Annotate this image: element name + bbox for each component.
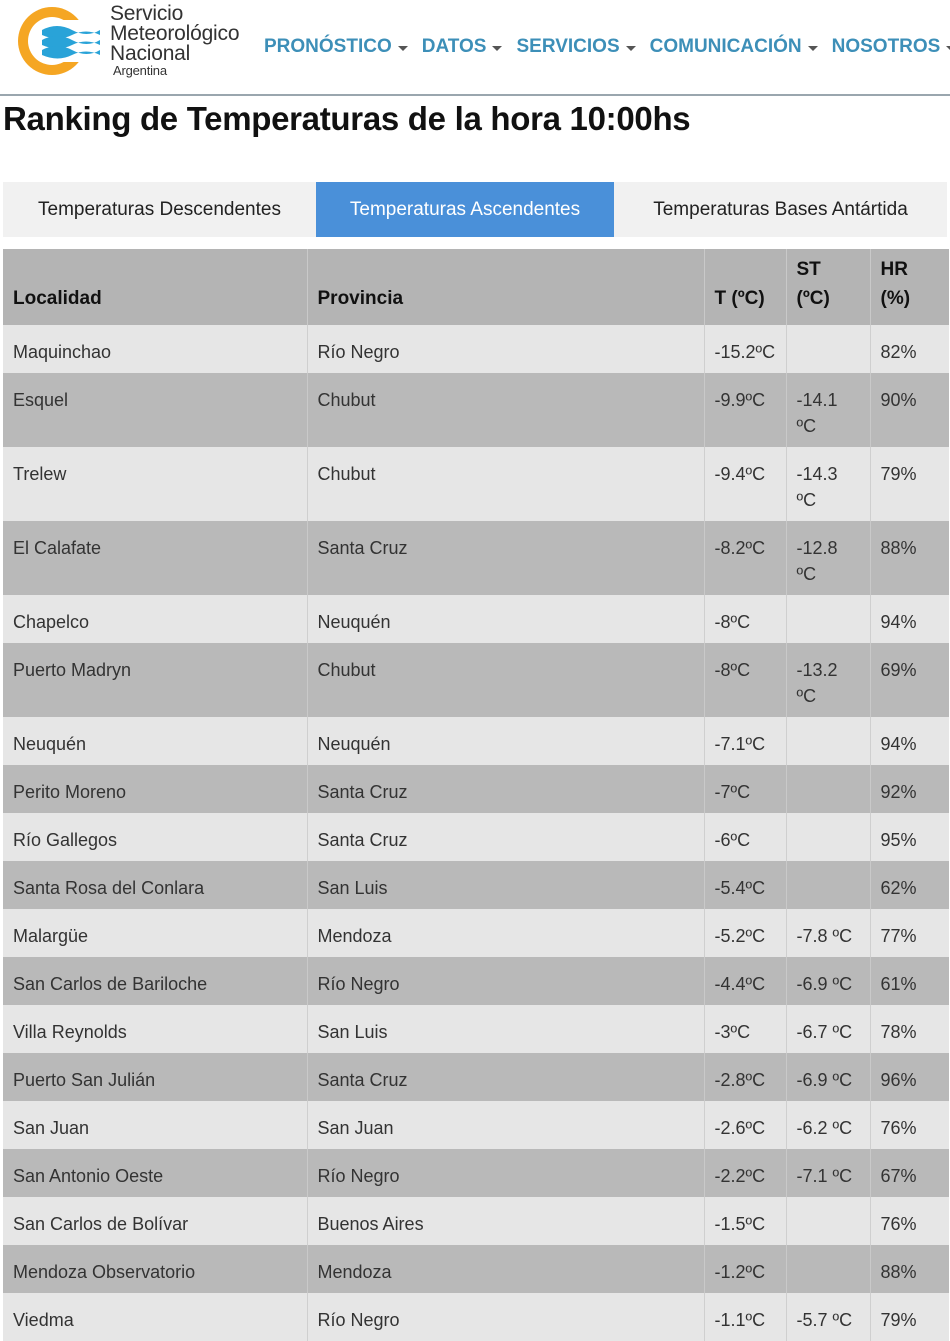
cell-st <box>786 861 870 909</box>
cell-hr: 92% <box>870 765 949 813</box>
cell-hr: 69% <box>870 643 949 717</box>
cell-hr: 90% <box>870 373 949 447</box>
cell-provincia: Mendoza <box>307 1245 704 1293</box>
cell-provincia: Neuquén <box>307 595 704 643</box>
cell-hr: 88% <box>870 521 949 595</box>
table-row <box>3 1053 949 1101</box>
table-row <box>3 447 949 521</box>
cell-st <box>786 1053 870 1101</box>
cell-hr: 76% <box>870 1197 949 1245</box>
nav-label: NOSOTROS <box>831 36 941 57</box>
cell-provincia: Santa Cruz <box>307 765 704 813</box>
header-provincia: Provincia <box>307 249 704 325</box>
cell-t: -7ºC <box>704 765 786 813</box>
cell-localidad: Santa Rosa del Conlara <box>3 861 307 909</box>
cell-localidad: San Antonio Oeste <box>3 1149 307 1197</box>
cell-hr: 78% <box>870 1005 949 1053</box>
cell-t: -15.2ºC <box>704 325 786 373</box>
table-row <box>3 1149 949 1197</box>
cell-t: -5.4ºC <box>704 861 786 909</box>
cell-st-unit: ºC <box>796 686 817 706</box>
header-hr-line-1: HR <box>880 259 908 280</box>
table-row <box>3 325 949 373</box>
cell-provincia: Santa Cruz <box>307 1053 704 1101</box>
cell-localidad: Puerto San Julián <box>3 1053 307 1101</box>
cell-hr: 88% <box>870 1245 949 1293</box>
cell-st-value: -6.9 ºC <box>796 1070 853 1090</box>
nav-pronostico[interactable] <box>264 36 408 58</box>
caret-down-icon <box>626 46 636 51</box>
header-localidad: Localidad <box>3 249 307 325</box>
table-row <box>3 1005 949 1053</box>
cell-localidad: San Carlos de Bariloche <box>3 957 307 1005</box>
smn-logo-icon <box>12 2 102 80</box>
cell-st <box>786 957 870 1005</box>
cell-provincia: Mendoza <box>307 909 704 957</box>
cell-provincia: Río Negro <box>307 1149 704 1197</box>
table-row <box>3 1293 949 1341</box>
cell-localidad: San Carlos de Bolívar <box>3 1197 307 1245</box>
brand-line-2: Meteorológico <box>110 22 240 45</box>
brand-country: Argentina <box>113 63 167 78</box>
cell-provincia: Río Negro <box>307 325 704 373</box>
cell-st <box>786 909 870 957</box>
table-row <box>3 1245 949 1293</box>
cell-hr: 79% <box>870 1293 949 1341</box>
cell-st <box>786 373 870 447</box>
cell-st-unit: ºC <box>796 416 817 436</box>
cell-localidad: San Juan <box>3 1101 307 1149</box>
cell-provincia: Chubut <box>307 643 704 717</box>
cell-provincia: Neuquén <box>307 717 704 765</box>
cell-localidad: Maquinchao <box>3 325 307 373</box>
cell-hr: 82% <box>870 325 949 373</box>
caret-down-icon <box>808 46 818 51</box>
table-body <box>3 325 949 1341</box>
cell-hr: 95% <box>870 813 949 861</box>
cell-st <box>786 813 870 861</box>
cell-t: -2.6ºC <box>704 1101 786 1149</box>
cell-provincia: Buenos Aires <box>307 1197 704 1245</box>
cell-localidad: Esquel <box>3 373 307 447</box>
table-row <box>3 1101 949 1149</box>
cell-t: -2.8ºC <box>704 1053 786 1101</box>
cell-hr: 76% <box>870 1101 949 1149</box>
cell-st <box>786 1005 870 1053</box>
cell-st <box>786 1101 870 1149</box>
brand-line-3: Nacional <box>110 42 191 65</box>
cell-localidad: Perito Moreno <box>3 765 307 813</box>
table-row <box>3 373 949 447</box>
cell-provincia: Chubut <box>307 373 704 447</box>
cell-localidad: Villa Reynolds <box>3 1005 307 1053</box>
main-nav <box>264 36 950 58</box>
cell-t: -7.1ºC <box>704 717 786 765</box>
cell-t: -9.9ºC <box>704 373 786 447</box>
table-row <box>3 1197 949 1245</box>
cell-provincia: Santa Cruz <box>307 521 704 595</box>
cell-st <box>786 1149 870 1197</box>
header-st-line-2: (ºC) <box>796 288 830 309</box>
header-hr <box>870 249 949 325</box>
cell-provincia: San Juan <box>307 1101 704 1149</box>
tab-descendentes[interactable]: Temperaturas Descendentes <box>38 198 281 220</box>
cell-st-unit: ºC <box>796 490 817 510</box>
cell-hr: 94% <box>870 717 949 765</box>
table-row <box>3 765 949 813</box>
cell-t: -8ºC <box>704 643 786 717</box>
cell-hr: 94% <box>870 595 949 643</box>
header-t: T (ºC) <box>704 249 786 325</box>
cell-hr: 67% <box>870 1149 949 1197</box>
brand-line-1: Servicio <box>110 2 184 25</box>
cell-provincia: Chubut <box>307 447 704 521</box>
nav-comunicacion[interactable] <box>650 36 818 58</box>
tab-ascendentes[interactable]: Temperaturas Ascendentes <box>316 182 614 237</box>
cell-hr: 77% <box>870 909 949 957</box>
cell-t: -9.4ºC <box>704 447 786 521</box>
caret-down-icon <box>946 46 950 51</box>
ranking-table <box>3 249 949 1341</box>
cell-provincia: Río Negro <box>307 1293 704 1341</box>
cell-hr: 79% <box>870 447 949 521</box>
cell-st <box>786 1197 870 1245</box>
cell-st <box>786 717 870 765</box>
header-st <box>786 249 870 325</box>
cell-localidad: Río Gallegos <box>3 813 307 861</box>
cell-st-value: -7.1 ºC <box>796 1166 853 1186</box>
cell-st-value: -6.9 ºC <box>796 974 853 994</box>
table-header-row <box>3 249 949 325</box>
tab-bases-antartida[interactable]: Temperaturas Bases Antártida <box>653 198 908 220</box>
cell-localidad: Mendoza Observatorio <box>3 1245 307 1293</box>
cell-st-value: -14.1 <box>796 390 838 410</box>
tab-bar <box>3 182 947 237</box>
nav-servicios[interactable] <box>516 36 635 58</box>
cell-st <box>786 765 870 813</box>
table-row <box>3 717 949 765</box>
table-row <box>3 643 949 717</box>
header-st-line-1: ST <box>796 259 821 280</box>
nav-label: PRONÓSTICO <box>264 36 392 57</box>
header-hr-line-2: (%) <box>880 288 911 309</box>
cell-provincia: Santa Cruz <box>307 813 704 861</box>
cell-t: -8ºC <box>704 595 786 643</box>
cell-hr: 96% <box>870 1053 949 1101</box>
table-row <box>3 861 949 909</box>
cell-st-value: -14.3 <box>796 464 838 484</box>
cell-provincia: San Luis <box>307 861 704 909</box>
cell-localidad: Neuquén <box>3 717 307 765</box>
cell-st-value: -5.7 ºC <box>796 1310 853 1330</box>
caret-down-icon <box>492 46 502 51</box>
cell-t: -5.2ºC <box>704 909 786 957</box>
cell-localidad: Trelew <box>3 447 307 521</box>
page-title: Ranking de Temperaturas de la hora 10:00hs <box>3 100 691 137</box>
cell-provincia: Río Negro <box>307 957 704 1005</box>
cell-st-value: -7.8 ºC <box>796 926 853 946</box>
table-row <box>3 521 949 595</box>
cell-localidad: Malargüe <box>3 909 307 957</box>
cell-st-value: -6.2 ºC <box>796 1118 853 1138</box>
cell-st-unit: ºC <box>796 564 817 584</box>
cell-st <box>786 521 870 595</box>
cell-hr: 62% <box>870 861 949 909</box>
table-row <box>3 957 949 1005</box>
nav-label: COMUNICACIÓN <box>649 36 802 57</box>
nav-label: DATOS <box>421 36 487 57</box>
cell-st <box>786 447 870 521</box>
nav-label: SERVICIOS <box>516 36 620 57</box>
cell-localidad: Viedma <box>3 1293 307 1341</box>
cell-localidad: Chapelco <box>3 595 307 643</box>
smn-logo[interactable] <box>12 2 262 82</box>
cell-localidad: Puerto Madryn <box>3 643 307 717</box>
nav-nosotros[interactable] <box>832 36 950 58</box>
brand-name <box>110 4 239 78</box>
cell-hr: 61% <box>870 957 949 1005</box>
table-row <box>3 595 949 643</box>
cell-st-value: -12.8 <box>796 538 838 558</box>
cell-st <box>786 595 870 643</box>
cell-t: -8.2ºC <box>704 521 786 595</box>
caret-down-icon <box>398 46 408 51</box>
nav-datos[interactable] <box>422 36 503 58</box>
cell-st <box>786 325 870 373</box>
table-row <box>3 813 949 861</box>
cell-st <box>786 643 870 717</box>
cell-t: -3ºC <box>704 1005 786 1053</box>
cell-localidad: El Calafate <box>3 521 307 595</box>
cell-st <box>786 1293 870 1341</box>
cell-t: -1.5ºC <box>704 1197 786 1245</box>
cell-st-value: -6.7 ºC <box>796 1022 853 1042</box>
table-row <box>3 909 949 957</box>
cell-t: -6ºC <box>704 813 786 861</box>
cell-st <box>786 1245 870 1293</box>
cell-t: -4.4ºC <box>704 957 786 1005</box>
cell-t: -1.1ºC <box>704 1293 786 1341</box>
cell-t: -2.2ºC <box>704 1149 786 1197</box>
cell-provincia: San Luis <box>307 1005 704 1053</box>
ranking-table-container <box>3 249 949 1341</box>
site-header <box>0 0 950 96</box>
cell-t: -1.2ºC <box>704 1245 786 1293</box>
cell-st-value: -13.2 <box>796 660 838 680</box>
